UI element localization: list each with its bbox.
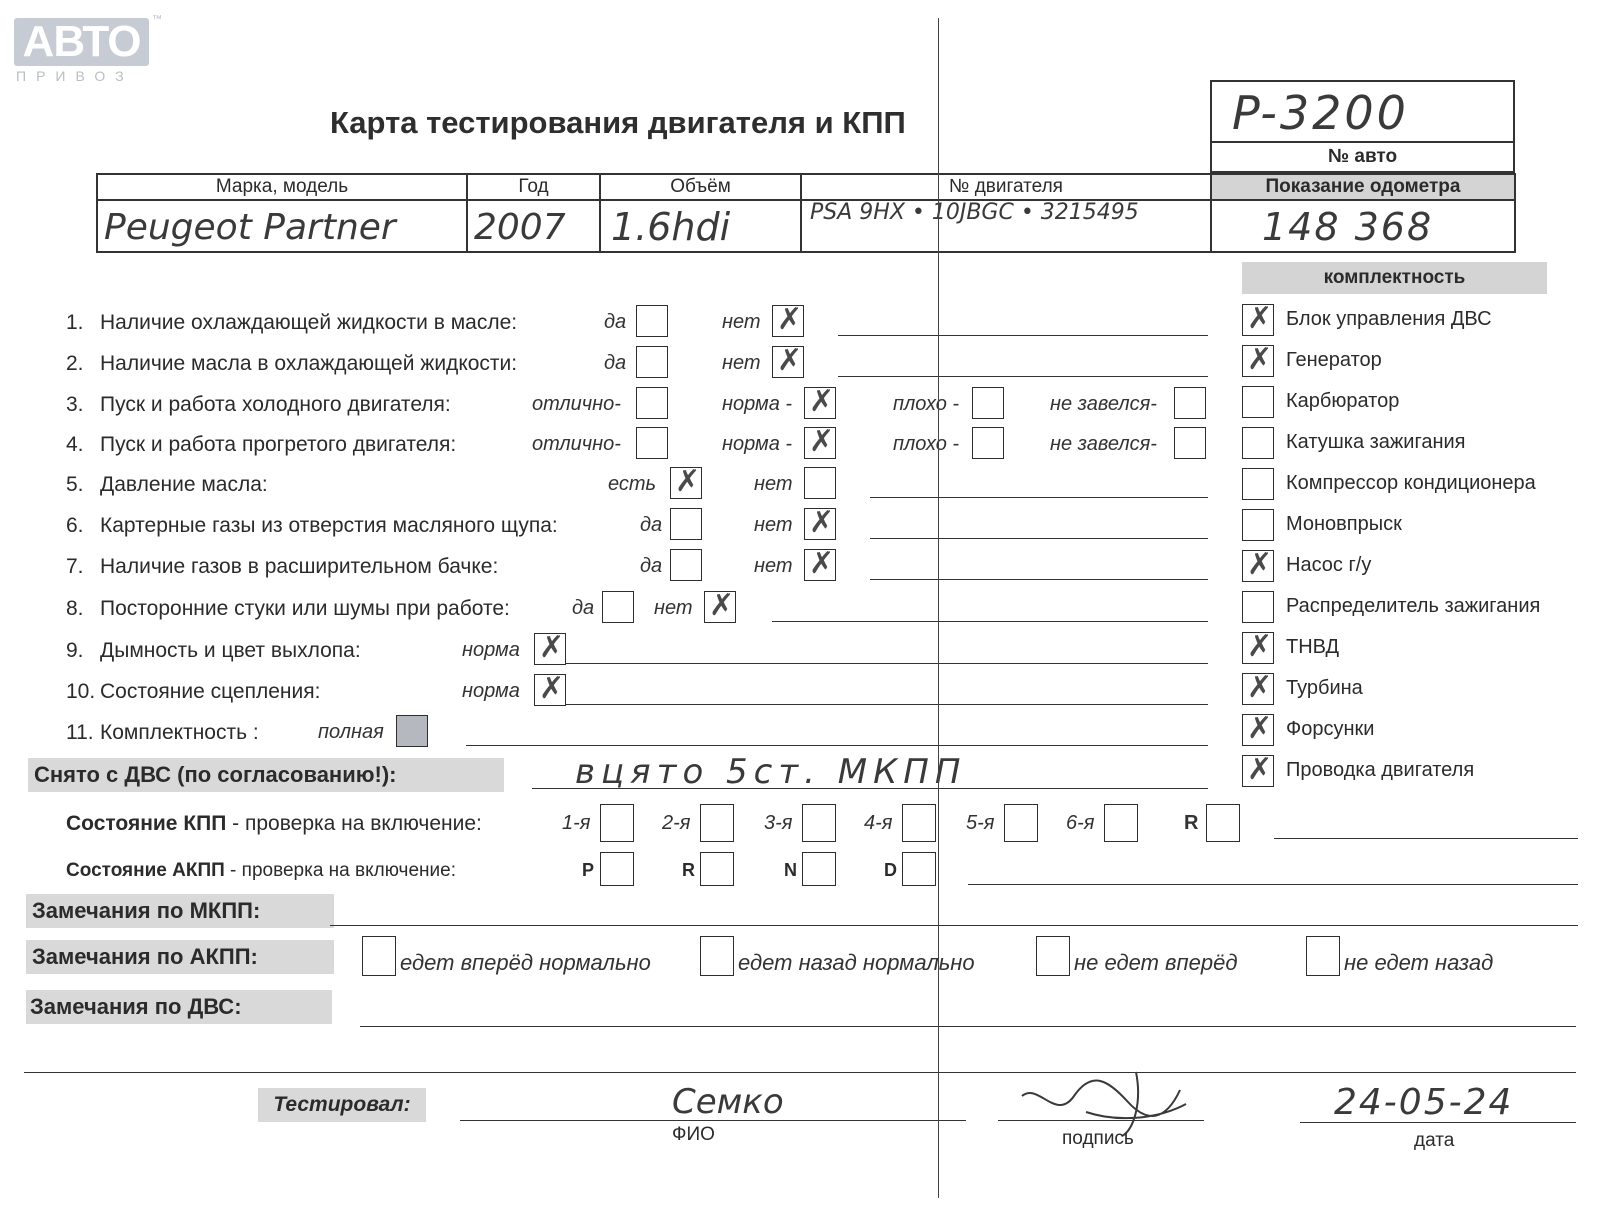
question-text: Давление масла: (100, 473, 268, 496)
question-number: 4. (66, 433, 84, 456)
gear-checkbox[interactable] (1004, 804, 1038, 842)
question-number: 7. (66, 555, 84, 578)
date-label: дата (1414, 1130, 1455, 1151)
q10-normal-checkbox[interactable] (534, 674, 566, 706)
akpp-gear-label: D (884, 860, 897, 880)
q3-no-start-checkbox[interactable] (1174, 387, 1206, 419)
kom-label: Распределитель зажигания (1286, 595, 1541, 617)
option-label: отлично- (532, 433, 621, 455)
question-text: Картерные газы из отверстия масляного щупа: (100, 514, 558, 537)
akpp-gear-checkbox[interactable] (600, 852, 634, 886)
option-label: полная (318, 721, 384, 743)
answer-line (360, 1026, 1576, 1027)
fio-label: ФИО (672, 1124, 715, 1145)
q2-no-checkbox[interactable] (772, 346, 804, 378)
kom-checkbox[interactable] (1242, 386, 1274, 418)
akpp-gear-checkbox[interactable] (700, 852, 734, 886)
kom-checkbox[interactable] (1242, 673, 1274, 705)
q4-no-start-checkbox[interactable] (1174, 427, 1206, 459)
gear-label: 4-я (864, 812, 893, 834)
option-label: нет (722, 352, 761, 374)
cell-engine-number (800, 199, 1212, 253)
question-number: 1. (66, 311, 84, 334)
col-volume: Объём (599, 173, 802, 201)
q3-excellent-checkbox[interactable] (636, 387, 668, 419)
fio-line (460, 1120, 966, 1121)
kom-label: Карбюратор (1286, 390, 1400, 412)
kpp-label-bold: Состояние КПП (66, 812, 227, 835)
answer-line (466, 745, 1208, 746)
gear-checkbox[interactable] (802, 804, 836, 842)
sign-line (998, 1120, 1204, 1121)
q11-full-checkbox[interactable] (396, 715, 428, 747)
removed-value: вцято 5ст. МКПП (575, 752, 967, 792)
akpp-label (66, 860, 456, 882)
cell-make-model (96, 199, 468, 253)
q7-no-checkbox[interactable] (804, 549, 836, 581)
kom-checkbox[interactable] (1242, 468, 1274, 500)
page-title: Карта тестирования двигателя и КПП (330, 105, 906, 140)
akpp-backward-ok-checkbox[interactable] (700, 936, 734, 976)
answer-line (532, 788, 1208, 789)
fio-value: Семко (672, 1082, 784, 1122)
option-label: плохо - (893, 393, 960, 415)
question-text: Наличие газов в расширительном бачке: (100, 555, 499, 578)
date-value: 24-05-24 (1334, 1082, 1514, 1123)
tested-label: Тестировал: (258, 1088, 426, 1122)
answer-line (772, 621, 1208, 622)
answer-line (870, 538, 1208, 539)
q8-no-checkbox[interactable] (704, 591, 736, 623)
kom-checkbox[interactable] (1242, 591, 1274, 623)
kom-checkbox[interactable] (1242, 632, 1274, 664)
gear-checkbox[interactable] (1104, 804, 1138, 842)
question-text: Пуск и работа холодного двигателя: (100, 393, 451, 416)
question-number: 10. (66, 680, 96, 703)
option-label: не завелся- (1050, 393, 1157, 415)
question-number: 2. (66, 352, 84, 375)
option-label: нет (754, 555, 793, 577)
kom-checkbox[interactable] (1242, 509, 1274, 541)
answer-line (24, 1072, 1576, 1073)
question-number: 3. (66, 393, 84, 416)
q9-normal-checkbox[interactable] (534, 633, 566, 665)
akpp-forward-ok-checkbox[interactable] (362, 936, 396, 976)
akpp-no-forward-checkbox[interactable] (1036, 936, 1070, 976)
fold-line (938, 18, 939, 1198)
option-label: нет (754, 514, 793, 536)
akpp-gear-label: N (784, 860, 797, 880)
answer-line (838, 376, 1208, 377)
question-number: 9. (66, 639, 84, 662)
kom-label: Генератор (1286, 349, 1382, 371)
kom-label: Моновпрыск (1286, 513, 1402, 535)
gear-checkbox[interactable] (902, 804, 936, 842)
cell-year (466, 199, 601, 253)
logo-subtitle: ПРИВОЗ (16, 68, 134, 84)
question-number: 6. (66, 514, 84, 537)
akpp-no-backward-checkbox[interactable] (1306, 936, 1340, 976)
col-odometer: Показание одометра (1210, 173, 1516, 201)
answer-line (566, 663, 1208, 664)
answer-line (968, 884, 1578, 885)
gear-label: 3-я (764, 812, 793, 834)
option-label: норма (462, 639, 520, 661)
gear-checkbox[interactable] (1206, 804, 1240, 842)
answer-line (838, 335, 1208, 336)
option-label: нет (722, 311, 761, 333)
col-engine-number: № двигателя (800, 173, 1212, 201)
volume-value: 1.6hdi (611, 205, 731, 249)
kom-label: Насос г/у (1286, 554, 1372, 576)
sign-label: подпись (1062, 1128, 1134, 1149)
answer-line (870, 579, 1208, 580)
q5-yes-checkbox[interactable] (670, 467, 702, 499)
auto-number-box (1210, 80, 1515, 143)
kom-label: Компрессор кондиционера (1286, 472, 1536, 494)
question-text: Комплектность : (100, 721, 259, 744)
question-text: Наличие масла в охлаждающей жидкости: (100, 352, 518, 375)
gear-label: 2-я (662, 812, 691, 834)
gear-checkbox[interactable] (600, 804, 634, 842)
q5-no-checkbox[interactable] (804, 467, 836, 499)
question-number: 11. (66, 721, 94, 744)
kom-checkbox[interactable] (1242, 714, 1274, 746)
col-year: Год (466, 173, 601, 201)
q7-yes-checkbox[interactable] (670, 549, 702, 581)
option-label: нет (654, 597, 693, 619)
option-label: есть (608, 473, 657, 495)
kom-label: Катушка зажигания (1286, 431, 1466, 453)
question-text: Посторонние стуки или шумы при работе: (100, 597, 510, 620)
option-label: да (572, 597, 595, 619)
question-number: 8. (66, 597, 84, 620)
removed-label: Снято с ДВС (по согласованию!): (28, 758, 504, 792)
akpp-gear-label: R (682, 860, 695, 880)
kom-checkbox[interactable] (1242, 427, 1274, 459)
komplektnost-title: комплектность (1242, 262, 1547, 294)
q3-bad-checkbox[interactable] (972, 387, 1004, 419)
q2-yes-checkbox[interactable] (636, 346, 668, 378)
auto-number-value: P-3200 (1232, 86, 1409, 140)
akpp-label-bold: Состояние АКПП (66, 860, 225, 881)
answer-line (566, 704, 1208, 705)
q6-yes-checkbox[interactable] (670, 508, 702, 540)
kom-label: Турбина (1286, 677, 1363, 699)
kom-label: Форсунки (1286, 718, 1375, 740)
answer-line (870, 497, 1208, 498)
akpp-option-label: едет вперёд нормально (400, 950, 651, 975)
question-text: Пуск и работа прогретого двигателя: (100, 433, 457, 456)
question-text: Наличие охлаждающей жидкости в масле: (100, 311, 518, 334)
option-label: да (604, 311, 627, 333)
akpp-gear-checkbox[interactable] (902, 852, 936, 886)
option-label: да (604, 352, 627, 374)
kom-label: Блок управления ДВС (1286, 308, 1492, 330)
cell-volume (599, 199, 802, 253)
gear-label: 6-я (1066, 812, 1095, 834)
option-label: плохо - (893, 433, 960, 455)
q4-bad-checkbox[interactable] (972, 427, 1004, 459)
answer-line (330, 925, 1578, 926)
option-label: норма (462, 680, 520, 702)
akpp-option-label: не едет назад (1344, 950, 1494, 975)
gear-checkbox[interactable] (700, 804, 734, 842)
logo: АВТО (14, 18, 149, 66)
odometer-value: 148 368 (1262, 205, 1434, 249)
akpp-gear-checkbox[interactable] (802, 852, 836, 886)
year-value: 2007 (474, 207, 566, 248)
akpp-label-rest: - проверка на включение: (224, 860, 456, 881)
kpp-label (66, 812, 482, 836)
kom-checkbox[interactable] (1242, 345, 1274, 377)
auto-number-label: № авто (1210, 141, 1515, 173)
q8-yes-checkbox[interactable] (602, 591, 634, 623)
option-label: не завелся- (1050, 433, 1157, 455)
option-label: норма - (722, 433, 793, 455)
option-label: отлично- (532, 393, 621, 415)
akpp-option-label: не едет вперёд (1074, 950, 1238, 975)
question-text: Дымность и цвет выхлопа: (100, 639, 361, 662)
option-label: нет (754, 473, 793, 495)
q1-yes-checkbox[interactable] (636, 305, 668, 337)
gear-label: 5-я (966, 812, 995, 834)
q3-normal-checkbox[interactable] (804, 387, 836, 419)
question-number: 5. (66, 473, 84, 496)
cell-odometer (1210, 199, 1516, 253)
kom-label: ТНВД (1286, 636, 1340, 658)
logo-tm: ™ (152, 14, 162, 25)
q4-normal-checkbox[interactable] (804, 427, 836, 459)
kom-checkbox[interactable] (1242, 304, 1274, 336)
make-model-value: Peugeot Partner (104, 207, 396, 248)
option-label: норма - (722, 393, 793, 415)
kom-checkbox[interactable] (1242, 550, 1274, 582)
gear-label: R (1184, 812, 1199, 834)
q1-no-checkbox[interactable] (772, 305, 804, 337)
col-make-model: Марка, модель (96, 173, 468, 201)
remarks-akpp-label: Замечания по АКПП: (26, 940, 334, 974)
kpp-label-rest: - проверка на включение: (226, 812, 482, 835)
signature-stroke (1022, 1072, 1186, 1136)
option-label: да (640, 514, 663, 536)
answer-line (1274, 838, 1578, 839)
vehicle-table (96, 173, 1516, 253)
kom-label: Проводка двигателя (1286, 759, 1475, 781)
date-line (1300, 1122, 1576, 1123)
akpp-option-label: едет назад нормально (738, 950, 975, 975)
gear-label: 1-я (562, 812, 591, 834)
kom-checkbox[interactable] (1242, 755, 1274, 787)
remarks-mkpp-label: Замечания по МКПП: (26, 894, 334, 928)
option-label: да (640, 555, 663, 577)
q4-excellent-checkbox[interactable] (636, 427, 668, 459)
q6-no-checkbox[interactable] (804, 508, 836, 540)
akpp-gear-label: P (582, 860, 595, 880)
remarks-dvs-label: Замечания по ДВС: (26, 990, 332, 1024)
question-text: Состояние сцепления: (100, 680, 321, 703)
engine-number-value: PSA 9HX • 10JBGC • 3215495 (810, 200, 1139, 225)
